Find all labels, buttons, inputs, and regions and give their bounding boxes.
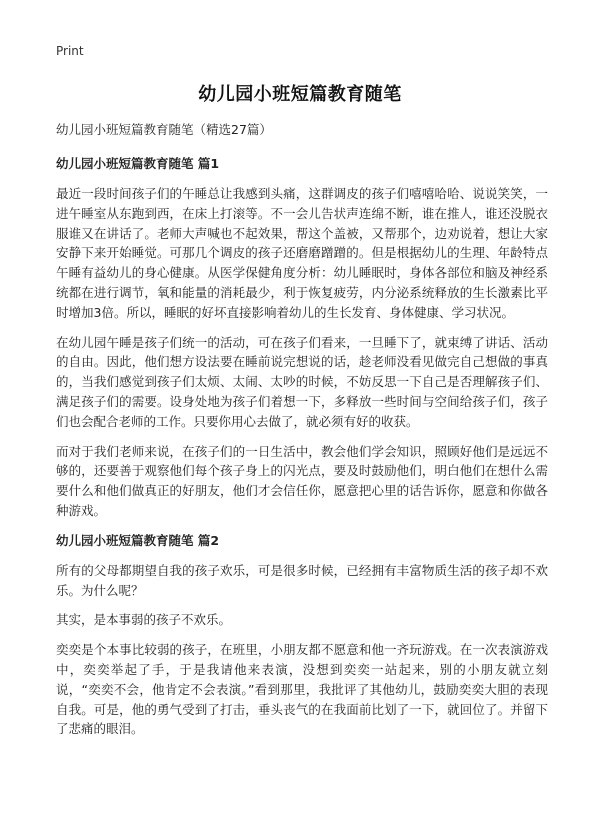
print-label[interactable]: Print — [56, 44, 84, 58]
section-1 — [56, 154, 548, 521]
paragraph: 最近一段时间孩子们的午睡总让我感到头痛，这群调皮的孩子们嘻嘻哈哈、说说笑笑，一进午睡室从东跑到西，在床上打滚等。不一会儿告状声连绵不断，谁在推人，谁还没脱衣服谁又在讲话了。老师大声喊也不起效果，帮这个盖被，又帮那个，边劝说着，想让大家安静下来开始睡觉。可那几个调皮的孩子还磨磨蹭蹭的。但是根据幼儿的生理、年龄特点午睡有益幼儿的身心健康。从医学保健角度分析：幼儿睡眠时，身体各部位和脑及神经系统都在进行调节，氧和能量的消耗最少，利于恢复疲劳，内分泌系统释放的生长激素比平时增加3倍。所以，睡眠的好坏直接影响着幼儿的生长发育、身体健康、学习状况。 — [56, 186, 548, 320]
document-subtitle: 幼儿园小班短篇教育随笔（精选27篇） — [56, 122, 272, 137]
paragraph: 而对于我们老师来说，在孩子们的一日生活中，教会他们学会知识，照顾好他们是远远不够的，还要善于观察他们每个孩子身上的闪光点，要及时鼓励他们，明白他们在想什么需要什么和他们做真正的好朋友，他们才会信任你，愿意把心里的话告诉你，愿意和你做各种游戏。 — [56, 443, 548, 518]
document-title: 幼儿园小班短篇教育随笔 — [198, 84, 402, 105]
document-body — [56, 120, 548, 749]
section-heading: 幼儿园小班短篇教育随笔 篇1 — [56, 156, 220, 171]
paragraph: 在幼儿园午睡是孩子们统一的活动，可在孩子们看来，一旦睡下了，就束缚了讲话、活动的自由。因此，他们想方设法要在睡前说完想说的话，趁老师没看见做完自己想做的事真的，当我们感觉到孩子们太烦、太闹、太吵的时候，不妨反思一下自己是否理解孩子们、满足孩子们的需要。设身处地为孩子们着想一下，多释放一些时间与空间给孩子们，孩子们也会配合老师的工作。只要你用心去做了，就必须有好的收获。 — [56, 334, 548, 429]
paragraph: 奕奕是个本事比较弱的孩子，在班里，小朋友都不愿意和他一齐玩游戏。在一次表演游戏中，奕奕举起了手，于是我请他来表演，没想到奕奕一站起来，别的小朋友就立刻说，“奕奕不会，他肯定不会表演。”看到那里，我批评了其他幼儿，鼓励奕奕大胆的表现自我。可是，他的勇气受到了打击，垂头丧气的在我面前比划了一下，就回位了。并留下了悲痛的眼泪。 — [56, 642, 548, 737]
paragraph: 其实，是本事弱的孩子不欢乐。 — [56, 612, 232, 628]
paragraph: 所有的父母都期望自我的孩子欢乐，可是很多时候，已经拥有丰富物质生活的孩子却不欢乐。为什么呢？ — [56, 562, 548, 598]
section-heading: 幼儿园小班短篇教育随笔 篇2 — [56, 532, 220, 548]
section-2 — [56, 531, 548, 739]
